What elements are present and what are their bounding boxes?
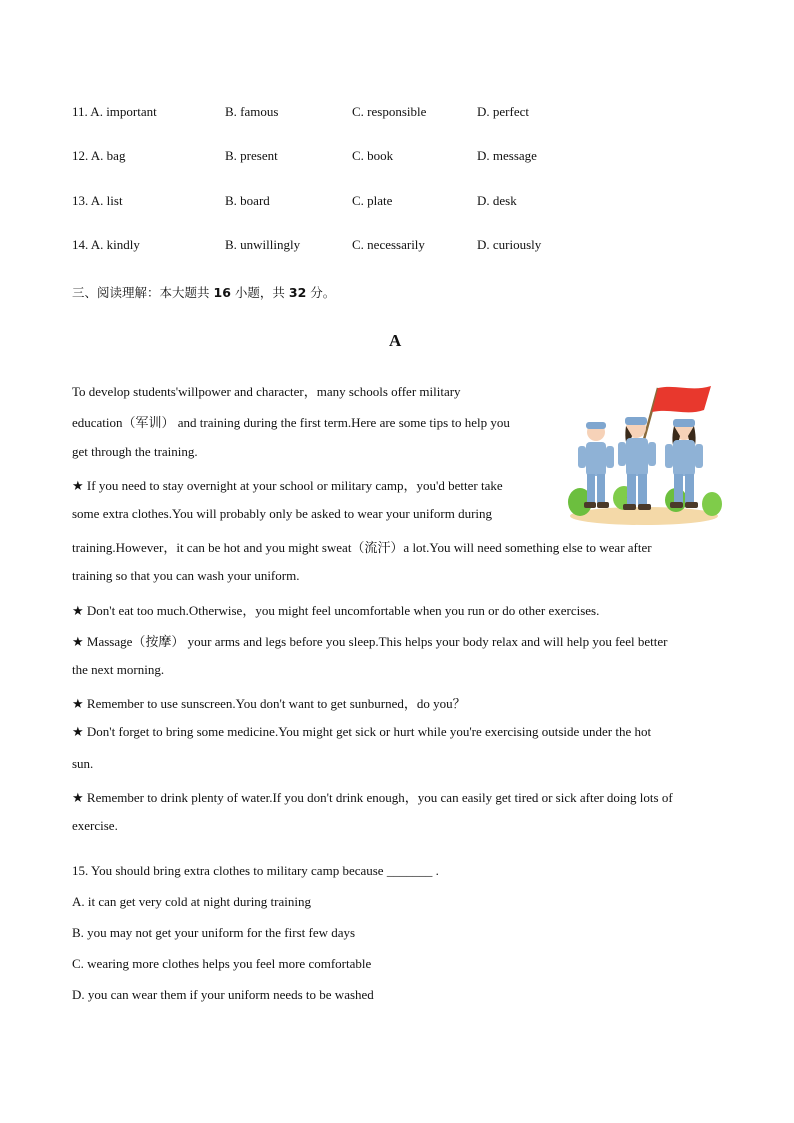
question-15-stem: 15. You should bring extra clothes to military camp because _______ . <box>72 863 439 878</box>
option-b: B. board <box>225 193 270 208</box>
option-a: 11. A. important <box>72 104 157 119</box>
question-11-options <box>72 104 672 124</box>
question-15-option-a: A. it can get very cold at night during training <box>72 894 311 909</box>
passage-line: ★ Don't eat too much.Otherwise，you might feel uncomfortable when you run or do other exercises. <box>72 603 600 618</box>
passage-line: training.However，it can be hot and you might sweat（流汗）a lot.You will need something else to wear after <box>72 540 652 555</box>
option-d: D. curiously <box>477 237 542 252</box>
option-c: C. book <box>352 148 394 163</box>
option-c: C. plate <box>352 193 393 208</box>
option-d: D. message <box>477 148 537 163</box>
passage-line: ★ Don't forget to bring some medicine.You might get sick or hurt while you're exercising outside under the hot <box>72 724 652 739</box>
passage-line: To develop students'willpower and character，many schools offer military <box>72 384 461 399</box>
passage-line: training so that you can wash your uniform. <box>72 568 300 583</box>
question-15-option-b: B. you may not get your uniform for the first few days <box>72 925 356 940</box>
passage-line: get through the training. <box>72 444 198 459</box>
question-14-options <box>72 237 672 257</box>
option-a: 12. A. bag <box>72 148 126 163</box>
option-d: D. desk <box>477 193 517 208</box>
option-b: B. present <box>225 148 278 163</box>
option-b: B. famous <box>225 104 279 119</box>
passage-line: ★ Massage（按摩） your arms and legs before you sleep.This helps your body relax and will help you feel better <box>72 634 668 649</box>
passage-line: sun. <box>72 756 94 771</box>
question-15-option-d: D. you can wear them if your uniform needs to be washed <box>72 987 374 1002</box>
passage-line: some extra clothes.You will probably only be asked to wear your uniform during <box>72 506 493 521</box>
passage-title: A <box>389 331 402 350</box>
question-12-options <box>72 148 672 168</box>
question-15-option-c: C. wearing more clothes helps you feel more comfortable <box>72 956 372 971</box>
option-d: D. perfect <box>477 104 529 119</box>
question-13-options <box>72 193 672 213</box>
passage-line: ★ If you need to stay overnight at your school or military camp，you'd better take <box>72 478 503 493</box>
option-c: C. responsible <box>352 104 427 119</box>
option-b: B. unwillingly <box>225 237 301 252</box>
passage-line: exercise. <box>72 818 118 833</box>
military-training-illustration <box>566 380 722 526</box>
passage-line: education（军训） and training during the first term.Here are some tips to help you <box>72 415 510 430</box>
option-c: C. necessarily <box>352 237 425 252</box>
option-a: 13. A. list <box>72 193 123 208</box>
section-heading: 三、阅读理解：本大题共 16 小题，共 32 分。 <box>72 285 336 300</box>
option-a: 14. A. kindly <box>72 237 140 252</box>
passage-line: ★ Remember to drink plenty of water.If you don't drink enough，you can easily get tired or sick after doing lots of <box>72 790 673 805</box>
passage-line: ★ Remember to use sunscreen.You don't want to get sunburned，do you？ <box>72 696 466 711</box>
passage-line: the next morning. <box>72 662 165 677</box>
